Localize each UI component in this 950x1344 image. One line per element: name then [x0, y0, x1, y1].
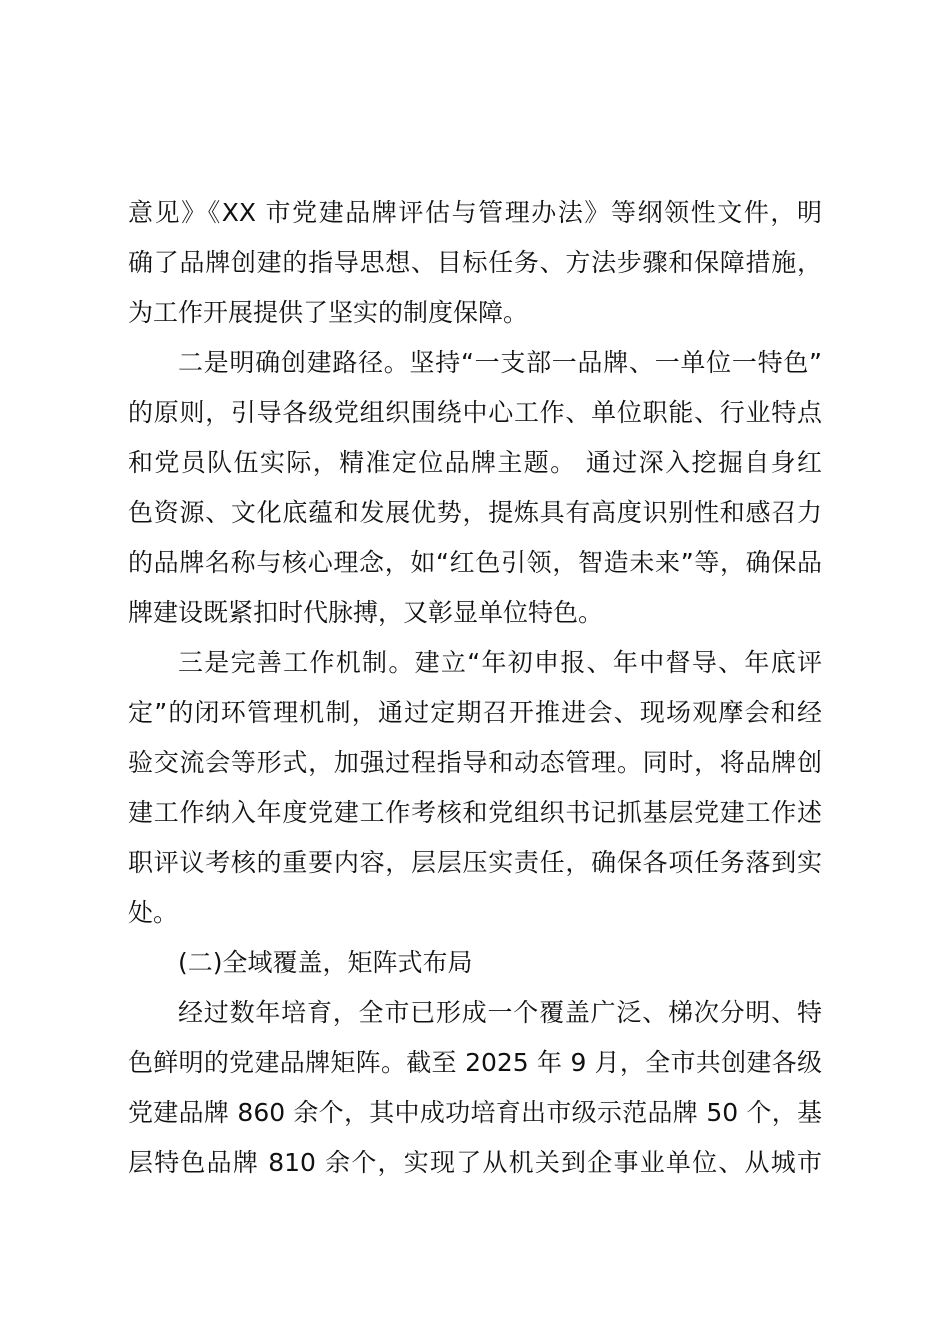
section-heading: (二)全域覆盖，矩阵式布局: [178, 948, 473, 977]
paragraph-line: 意见》《XX 市党建品牌评估与管理办法》等纲领性文件，明: [128, 198, 822, 227]
paragraph-line: 党建品牌 860 余个，其中成功培育出市级示范品牌 50 个，基: [128, 1098, 822, 1127]
paragraph-line: 验交流会等形式，加强过程指导和动态管理。同时，将品牌创: [128, 748, 822, 777]
paragraph-line: 牌建设既紧扣时代脉搏，又彰显单位特色。: [128, 598, 604, 627]
paragraph-line: 职评议考核的重要内容，层层压实责任，确保各项任务落到实: [128, 848, 822, 877]
paragraph-line: 色资源、文化底蕴和发展优势，提炼具有高度识别性和感召力: [128, 498, 822, 527]
paragraph-line: 为工作开展提供了坚实的制度保障。: [128, 298, 529, 327]
paragraph-line: 建工作纳入年度党建工作考核和党组织书记抓基层党建工作述: [128, 798, 822, 827]
paragraph-line: 色鲜明的党建品牌矩阵。截至 2025 年 9 月，全市共创建各级: [128, 1048, 822, 1077]
paragraph-line: 经过数年培育，全市已形成一个覆盖广泛、梯次分明、特: [178, 998, 822, 1027]
paragraph-line: 二是明确创建路径。坚持“一支部一品牌、一单位一特色”: [178, 348, 822, 377]
paragraph-line: 处。: [128, 898, 179, 927]
paragraph-line: 层特色品牌 810 余个，实现了从机关到企事业单位、从城市: [128, 1148, 822, 1177]
paragraph-line: 确了品牌创建的指导思想、目标任务、方法步骤和保障措施，: [128, 248, 822, 277]
paragraph-line: 的品牌名称与核心理念，如“红色引领，智造未来”等，确保品: [128, 548, 822, 577]
paragraph-line: 定”的闭环管理机制，通过定期召开推进会、现场观摩会和经: [128, 698, 822, 727]
paragraph-line: 和党员队伍实际，精准定位品牌主题。 通过深入挖掘自身红: [128, 448, 822, 477]
paragraph-line: 三是完善工作机制。建立“年初申报、年中督导、年底评: [178, 648, 822, 677]
paragraph-line: 的原则，引导各级党组织围绕中心工作、单位职能、行业特点: [128, 398, 822, 427]
